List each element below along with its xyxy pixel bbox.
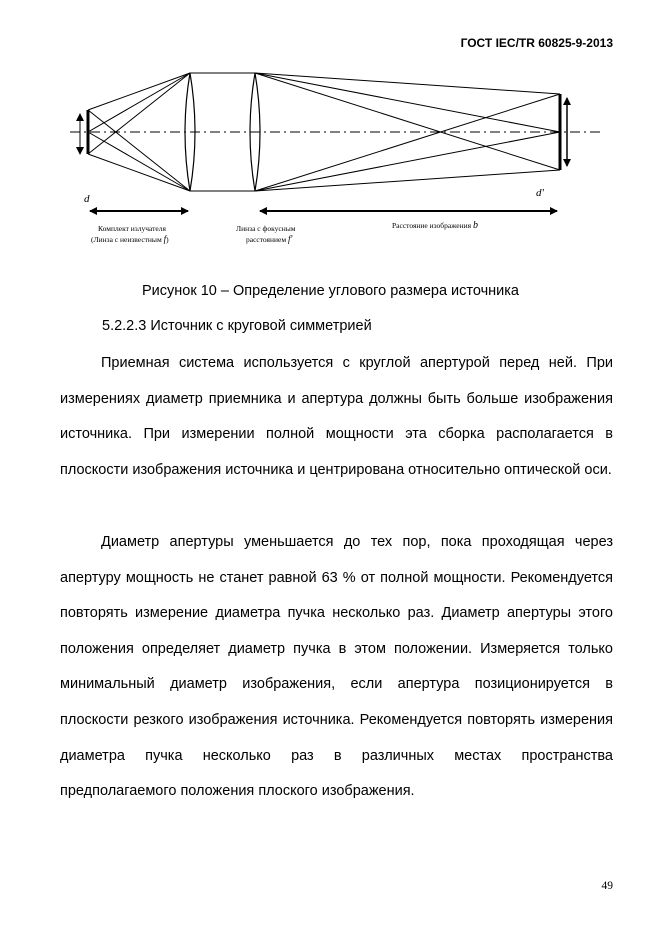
image-distance-label: Расстояние изображения b (392, 220, 478, 231)
subsection-heading: 5.2.2.3 Источник с круговой симметрией (102, 318, 372, 334)
paragraph: Диаметр апертуры уменьшается до тех пор, пока проходящая через апертуру мощность не станет равной 63 % от полной мощности. Рекомендуется повторять измерение диаметра пучка несколько раз. Диаметр апертуры этого положения определяет диаметр пучка в этом положении. Измеряется только минимальный диаметр изображения, если апертура позиционируется в плоскости резкого изображения источника. Рекомендуется повторять измерения диаметра пучка несколько раз в различных местах пространства предполагаемого положения плоского изображения. (60, 534, 613, 800)
optical-diagram (60, 62, 620, 252)
label-d-prime: d' (536, 187, 544, 199)
lens-label-line2: расстоянием f' (246, 234, 293, 244)
emitter-label-line1: Комплект излучателя (98, 224, 166, 233)
lens-label-line1: Линза с фокусным (236, 224, 296, 233)
paragraph: Приемная система используется с круглой апертурой перед ней. При измерениях диаметр приемника и апертура должны быть больше изображения источника. При измерении полной мощности эта сборка располагается в плоскости изображения источника и центрирована относительно оптической оси. (60, 355, 613, 478)
page-number: 49 (601, 880, 613, 892)
document-code-header: ГОСТ IEC/TR 60825-9-2013 (460, 36, 613, 50)
figure-caption: Рисунок 10 – Определение углового размера источника (141, 283, 519, 299)
label-d: d (84, 193, 90, 205)
emitter-label-line2: (Линза с неизвестным f) (91, 234, 169, 244)
